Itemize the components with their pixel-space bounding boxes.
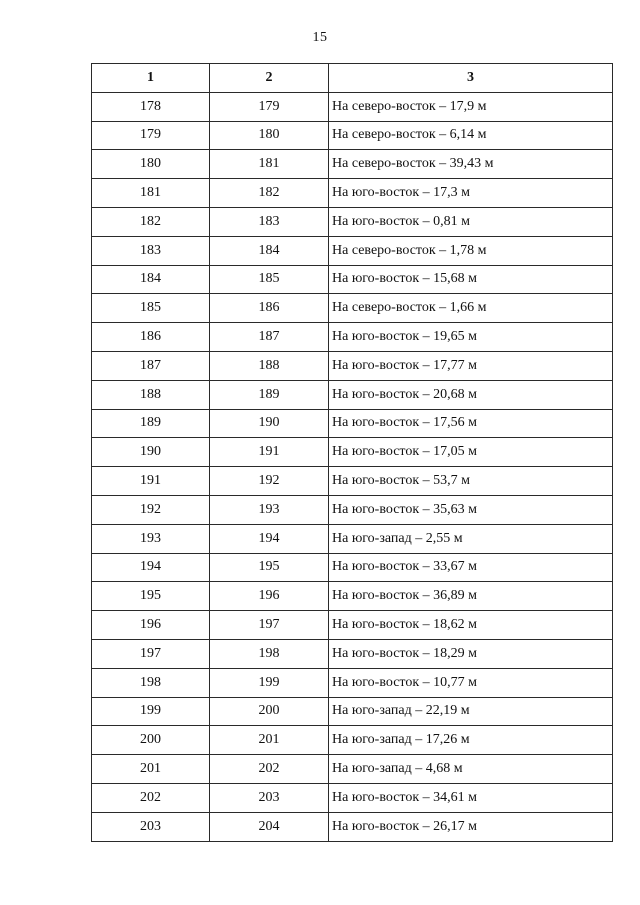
point-from-cell: 194	[92, 553, 210, 582]
point-from-cell: 181	[92, 179, 210, 208]
point-from-cell: 200	[92, 726, 210, 755]
point-to-cell: 179	[210, 92, 329, 121]
column-header-2: 2	[210, 64, 329, 93]
table-row	[92, 409, 613, 438]
point-from-cell: 193	[92, 524, 210, 553]
direction-distance-cell: На северо-восток – 1,78 м	[329, 236, 613, 265]
table-row	[92, 380, 613, 409]
point-from-cell: 201	[92, 755, 210, 784]
point-from-cell: 185	[92, 294, 210, 323]
point-from-cell: 188	[92, 380, 210, 409]
table-row	[92, 351, 613, 380]
column-header-1: 1	[92, 64, 210, 93]
point-from-cell: 178	[92, 92, 210, 121]
point-from-cell: 186	[92, 323, 210, 352]
table-row	[92, 150, 613, 179]
direction-distance-cell: На юго-восток – 34,61 м	[329, 783, 613, 812]
table-row	[92, 236, 613, 265]
point-to-cell: 196	[210, 582, 329, 611]
direction-distance-cell: На юго-восток – 35,63 м	[329, 495, 613, 524]
point-from-cell: 196	[92, 611, 210, 640]
point-from-cell: 191	[92, 467, 210, 496]
point-from-cell: 195	[92, 582, 210, 611]
direction-distance-cell: На юго-восток – 0,81 м	[329, 207, 613, 236]
boundary-table	[91, 63, 613, 842]
direction-distance-cell: На юго-восток – 17,56 м	[329, 409, 613, 438]
table-row	[92, 553, 613, 582]
table-row	[92, 812, 613, 841]
direction-distance-cell: На юго-восток – 15,68 м	[329, 265, 613, 294]
direction-distance-cell: На юго-восток – 17,77 м	[329, 351, 613, 380]
column-header-3: 3	[329, 64, 613, 93]
table-row	[92, 783, 613, 812]
point-to-cell: 197	[210, 611, 329, 640]
point-to-cell: 195	[210, 553, 329, 582]
point-from-cell: 180	[92, 150, 210, 179]
table-row	[92, 121, 613, 150]
table-body	[92, 92, 613, 841]
table-row	[92, 92, 613, 121]
point-from-cell: 198	[92, 668, 210, 697]
point-to-cell: 200	[210, 697, 329, 726]
direction-distance-cell: На юго-восток – 17,05 м	[329, 438, 613, 467]
header-row	[92, 64, 613, 93]
point-to-cell: 198	[210, 639, 329, 668]
point-from-cell: 197	[92, 639, 210, 668]
direction-distance-cell: На юго-запад – 4,68 м	[329, 755, 613, 784]
direction-distance-cell: На юго-восток – 20,68 м	[329, 380, 613, 409]
direction-distance-cell: На юго-восток – 36,89 м	[329, 582, 613, 611]
point-to-cell: 188	[210, 351, 329, 380]
point-to-cell: 189	[210, 380, 329, 409]
table-row	[92, 495, 613, 524]
table-row	[92, 524, 613, 553]
point-from-cell: 202	[92, 783, 210, 812]
point-from-cell: 190	[92, 438, 210, 467]
point-to-cell: 182	[210, 179, 329, 208]
direction-distance-cell: На юго-восток – 18,62 м	[329, 611, 613, 640]
table-row	[92, 294, 613, 323]
point-from-cell: 203	[92, 812, 210, 841]
point-to-cell: 183	[210, 207, 329, 236]
table-row	[92, 438, 613, 467]
point-to-cell: 204	[210, 812, 329, 841]
direction-distance-cell: На юго-восток – 33,67 м	[329, 553, 613, 582]
point-from-cell: 192	[92, 495, 210, 524]
table-row	[92, 726, 613, 755]
point-to-cell: 190	[210, 409, 329, 438]
table-row	[92, 467, 613, 496]
table-header	[92, 64, 613, 93]
point-to-cell: 203	[210, 783, 329, 812]
point-to-cell: 202	[210, 755, 329, 784]
direction-distance-cell: На северо-восток – 39,43 м	[329, 150, 613, 179]
point-from-cell: 182	[92, 207, 210, 236]
direction-distance-cell: На юго-восток – 10,77 м	[329, 668, 613, 697]
direction-distance-cell: На юго-восток – 26,17 м	[329, 812, 613, 841]
point-to-cell: 201	[210, 726, 329, 755]
table-row	[92, 582, 613, 611]
point-from-cell: 189	[92, 409, 210, 438]
point-to-cell: 194	[210, 524, 329, 553]
point-from-cell: 187	[92, 351, 210, 380]
page-number: 15	[312, 30, 328, 45]
direction-distance-cell: На юго-запад – 22,19 м	[329, 697, 613, 726]
direction-distance-cell: На юго-восток – 18,29 м	[329, 639, 613, 668]
direction-distance-cell: На северо-восток – 6,14 м	[329, 121, 613, 150]
table-row	[92, 697, 613, 726]
direction-distance-cell: На юго-запад – 2,55 м	[329, 524, 613, 553]
table-row	[92, 755, 613, 784]
point-to-cell: 187	[210, 323, 329, 352]
direction-distance-cell: На северо-восток – 1,66 м	[329, 294, 613, 323]
point-to-cell: 184	[210, 236, 329, 265]
point-to-cell: 180	[210, 121, 329, 150]
point-to-cell: 186	[210, 294, 329, 323]
point-to-cell: 181	[210, 150, 329, 179]
point-to-cell: 193	[210, 495, 329, 524]
table-row	[92, 668, 613, 697]
direction-distance-cell: На юго-восток – 17,3 м	[329, 179, 613, 208]
table-row	[92, 265, 613, 294]
direction-distance-cell: На северо-восток – 17,9 м	[329, 92, 613, 121]
point-from-cell: 199	[92, 697, 210, 726]
point-to-cell: 191	[210, 438, 329, 467]
point-from-cell: 183	[92, 236, 210, 265]
point-from-cell: 179	[92, 121, 210, 150]
point-to-cell: 199	[210, 668, 329, 697]
direction-distance-cell: На юго-восток – 53,7 м	[329, 467, 613, 496]
point-to-cell: 192	[210, 467, 329, 496]
table-row	[92, 207, 613, 236]
table-row	[92, 179, 613, 208]
direction-distance-cell: На юго-восток – 19,65 м	[329, 323, 613, 352]
table-row	[92, 323, 613, 352]
point-from-cell: 184	[92, 265, 210, 294]
point-to-cell: 185	[210, 265, 329, 294]
table-row	[92, 611, 613, 640]
direction-distance-cell: На юго-запад – 17,26 м	[329, 726, 613, 755]
table-row	[92, 639, 613, 668]
